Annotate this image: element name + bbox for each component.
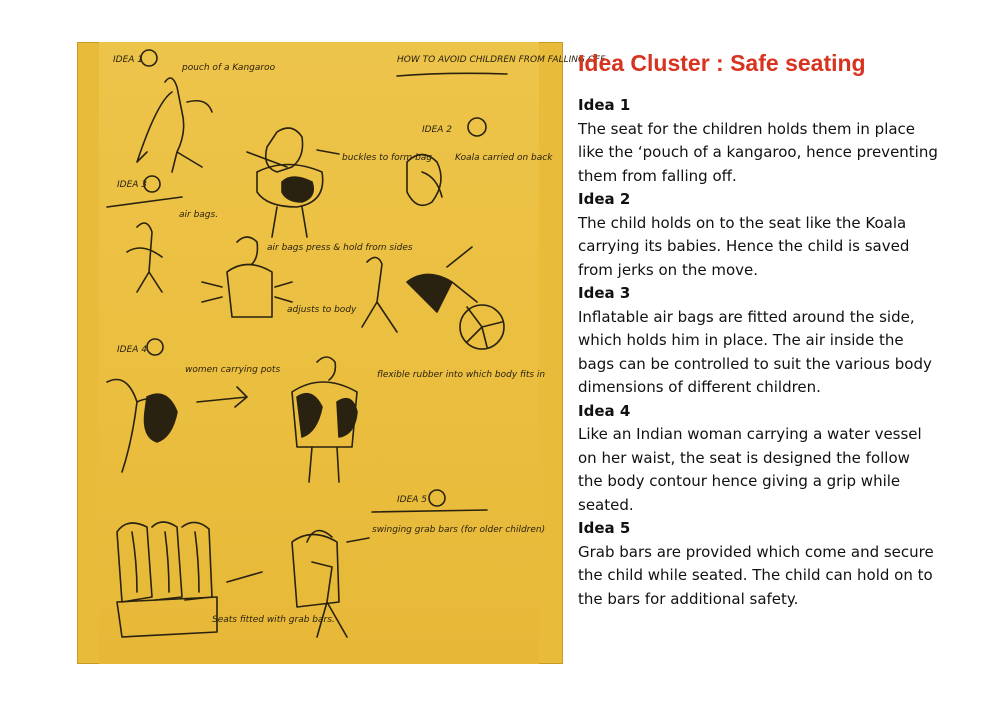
idea-1-heading: Idea 1 (578, 96, 631, 114)
note-adjusts: adjusts to body (287, 305, 357, 315)
idea-3-heading: Idea 3 (578, 284, 631, 302)
idea-2-text: The child holds on to the seat like the Koala carrying its babies. Hence the child is saved from jerks on the move. (578, 213, 910, 279)
sketch-drawing (77, 42, 606, 664)
sketch-heading: HOW TO AVOID CHILDREN FROM FALLING OFF (397, 55, 606, 65)
idea4-label: IDEA 4 (117, 345, 148, 355)
note-buckles: buckles to form bag (342, 153, 433, 163)
idea-5-text: Grab bars are provided which come and secure the child while seated. The child can hold on to the bars for additional safety. (578, 542, 934, 608)
page-title: Idea Cluster : Safe seating (578, 50, 866, 76)
note-koala: Koala carried on back (455, 153, 553, 163)
idea5-label: IDEA 5 (397, 495, 428, 505)
note-flexible: flexible rubber into which body fits in (377, 370, 546, 380)
sketch-heading-line (397, 55, 606, 65)
note-airbags: air bags. (179, 210, 219, 220)
idea-5-heading: Idea 5 (578, 519, 631, 537)
idea-4-text: Like an Indian woman carrying a water vessel on her waist, the seat is designed the follow the body contour hence giving a grip while seated. (578, 425, 922, 514)
sketch-photo (77, 42, 606, 664)
note-pouch: pouch of a Kangaroo (182, 63, 276, 73)
idea-3-text: Inflatable air bags are fitted around the side, which holds him in place. The air inside the bags can be controlled to suit the various body dimensions of different children. (578, 307, 932, 396)
idea1-label: IDEA 1 (113, 55, 144, 65)
idea-1-text: The seat for the children holds them in place like the ‘pouch of a kangaroo, hence preventing them from falling off. (578, 119, 938, 185)
idea3-label: IDEA 3 (117, 180, 148, 190)
note-swinging: swinging grab bars (for older children) (372, 525, 546, 535)
text-panel (578, 48, 938, 611)
idea-4-heading: Idea 4 (578, 401, 631, 420)
idea-2-heading: Idea 2 (578, 190, 631, 208)
idea2-label: IDEA 2 (422, 125, 453, 135)
note-seats: Seats fitted with grab bars. (212, 615, 335, 625)
note-airbags-press: air bags press & hold from sides (267, 243, 413, 253)
note-women: women carrying pots (185, 365, 281, 375)
